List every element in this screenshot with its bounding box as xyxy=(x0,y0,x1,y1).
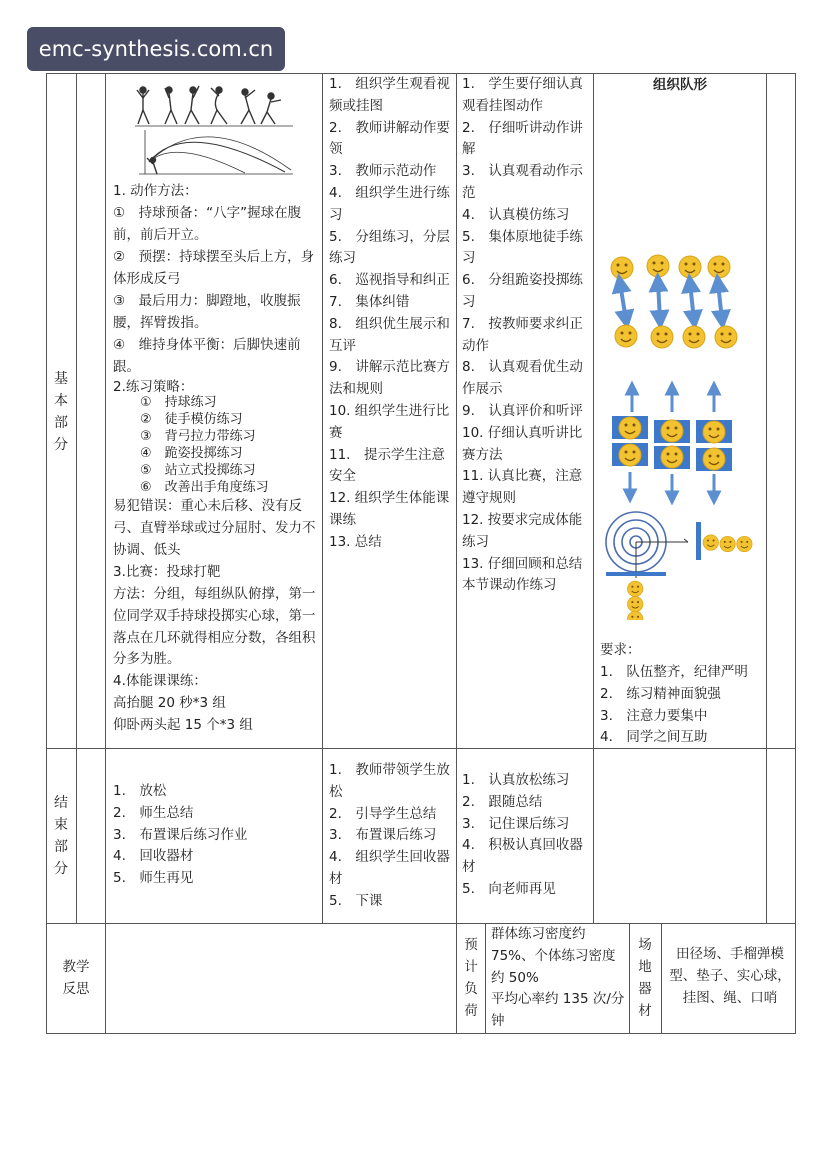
end-content-item: 4. 回收器材 xyxy=(113,848,194,865)
end-teacher-item: 3. 布置课后练习 xyxy=(329,827,437,844)
load-label: 预计负荷 xyxy=(464,937,478,1019)
requirement-item: 1. 队伍整齐，纪律严明 xyxy=(600,664,748,680)
end-teacher xyxy=(329,760,451,913)
end-student-item: 1. 认真放松练习 xyxy=(462,772,570,788)
smiley-icon xyxy=(628,611,643,620)
method-title: 1. 动作方法： xyxy=(113,183,198,199)
method-step-1: ① 持球预备：“八字”握球在腹前，前后开立。 xyxy=(113,205,302,243)
student-activity: 1. 学生要仔细认真观看挂图动作 xyxy=(462,76,583,114)
requirement-item: 2. 练习精神面貌强 xyxy=(600,685,721,702)
end-content-item: 5. 师生再见 xyxy=(113,870,194,887)
watermark: emc-synthesis.com.cn xyxy=(27,27,285,71)
game-title: 3.比赛：投球打靶 xyxy=(113,564,221,580)
strategy-item: ① 持球练习 xyxy=(140,395,217,410)
throwing-sequence-illustration xyxy=(135,78,295,178)
smiley-icon xyxy=(611,257,633,279)
load-text: 群体练习密度约 75%、个体练习密度约 50% 平均心率约 135 次/分钟 xyxy=(491,926,625,1030)
student-activity: 6. 分组跪姿投掷练习 xyxy=(462,272,583,310)
student-activity: 8. 认真观看优生动作展示 xyxy=(462,359,583,398)
teacher-activity: 10. 组织学生进行比赛 xyxy=(329,402,450,441)
end-section-label: 结束部分 xyxy=(54,795,68,877)
requirements-title: 要求： xyxy=(600,642,641,658)
fitness-title: 4.体能课课练： xyxy=(113,673,207,689)
formation-diagram xyxy=(596,250,764,620)
end-teacher-item: 5. 下课 xyxy=(329,892,383,909)
smiley-icon xyxy=(715,326,737,348)
teacher-activity: 9. 讲解示范比赛方法和规则 xyxy=(329,359,450,398)
box-formation xyxy=(612,416,732,471)
common-errors: 易犯错误：重心未后移、没有反弓、直臂举球或过分屈肘、发力不协调、低头 xyxy=(113,498,316,558)
double-arrow-icon xyxy=(718,283,722,320)
game-method: 方法：分组，每组纵队俯撑，第一位同学双手持球投掷实心球，第一落点在几环就得相应分数，各组积分多为胜。 xyxy=(113,586,316,668)
target-icon xyxy=(606,512,688,578)
end-teacher-item: 4. 组织学生回收器材 xyxy=(329,849,450,887)
equipment-label: 场地器材 xyxy=(638,937,652,1019)
strategy-item: ③ 背弓拉力带练习 xyxy=(140,429,256,444)
student-activity: 9. 认真评价和听评 xyxy=(462,402,583,419)
double-arrow-icon xyxy=(690,283,694,320)
student-activity: 10. 仔细认真听讲比赛方法 xyxy=(462,424,583,463)
smiley-icon xyxy=(615,325,637,347)
strategy-item: ⑥ 改善出手角度练习 xyxy=(140,480,269,495)
fitness-item-1: 高抬腿 20 秒*3 组 xyxy=(113,695,226,711)
smiley-icon xyxy=(737,536,752,551)
smiley-icon xyxy=(703,535,718,550)
strategy-item: ④ 跪姿投掷练习 xyxy=(140,446,243,461)
teacher-activity: 11. 提示学生注意安全 xyxy=(329,446,445,485)
requirement-item: 4. 同学之间互助 xyxy=(600,729,708,746)
strategy-item: ② 徒手模仿练习 xyxy=(140,412,243,427)
basic-section-label: 基本部分 xyxy=(54,371,68,453)
end-student-item: 4. 积极认真回收器材 xyxy=(462,837,583,876)
student-activity: 2. 仔细听讲动作讲解 xyxy=(462,119,583,158)
smiley-icon xyxy=(628,597,643,612)
student-activity: 11. 认真比赛，注意遵守规则 xyxy=(462,468,583,507)
smiley-icon xyxy=(679,256,701,278)
teacher-activity: 3. 教师示范动作 xyxy=(329,163,437,180)
smiley-icon xyxy=(720,536,735,551)
reflection-label: 教学反思 xyxy=(62,959,90,997)
smiley-icon xyxy=(647,255,669,277)
teacher-activity: 8. 组织优生展示和互评 xyxy=(329,315,450,354)
teacher-activity: 5. 分组练习，分层练习 xyxy=(329,228,450,267)
method-step-3: ③ 最后用力：脚蹬地，收腹振腰，挥臂拨指。 xyxy=(113,293,301,331)
requirement-item: 3. 注意力要集中 xyxy=(600,707,708,724)
student-activity: 13. 仔细回顾和总结本节课动作练习 xyxy=(462,555,583,594)
smiley-icon xyxy=(651,326,673,348)
end-content xyxy=(113,781,317,890)
teacher-activities xyxy=(329,74,451,554)
double-arrow-icon xyxy=(620,283,626,320)
teacher-activity: 2. 教师讲解动作要领 xyxy=(329,119,450,158)
smiley-icon xyxy=(683,326,705,348)
teacher-activity: 12. 组织学生体能课课练 xyxy=(329,490,450,528)
teacher-activity: 1. 组织学生观看视频或挂图 xyxy=(329,76,450,114)
end-student xyxy=(462,770,588,901)
strategy-item: ⑤ 站立式投掷练习 xyxy=(140,463,256,478)
end-content-item: 2. 师生总结 xyxy=(113,804,194,821)
method-step-2: ② 预摆：持球摆至头后上方，身体形成反弓 xyxy=(113,249,315,287)
strategy-title: 2.练习策略： xyxy=(113,379,194,395)
end-student-item: 2. 跟随总结 xyxy=(462,793,543,810)
throwing-line xyxy=(606,572,666,576)
student-activity: 7. 按教师要求纠正动作 xyxy=(462,315,583,354)
double-arrow-icon xyxy=(658,282,660,320)
end-content-item: 1. 放松 xyxy=(113,783,167,799)
fitness-item-2: 仰卧两头起 15 个*3 组 xyxy=(113,717,253,733)
student-activity: 3. 认真观看动作示范 xyxy=(462,163,583,201)
end-teacher-item: 1. 教师带领学生放松 xyxy=(329,762,450,800)
smiley-icon xyxy=(708,256,730,278)
end-student-item: 5. 向老师再见 xyxy=(462,880,556,897)
end-teacher-item: 2. 引导学生总结 xyxy=(329,805,437,822)
end-content-item: 3. 布置课后练习作业 xyxy=(113,826,248,843)
teacher-activity: 7. 集体纠错 xyxy=(329,293,410,310)
requirements-list xyxy=(600,662,764,749)
smiley-icon xyxy=(628,581,643,596)
teacher-activity: 4. 组织学生进行练习 xyxy=(329,184,450,223)
equipment-text: 田径场、手榴弹模型、垫子、实心球，挂图、绳、口哨 xyxy=(669,946,791,1006)
formation-title: 组织队形 xyxy=(653,77,707,93)
teacher-activity: 6. 巡视指导和纠正 xyxy=(329,272,450,289)
throwing-line xyxy=(696,522,701,560)
student-activity: 5. 集体原地徒手练习 xyxy=(462,228,583,267)
strategy-list xyxy=(140,394,320,496)
method-step-4: ④ 维持身体平衡：后脚快速前跟。 xyxy=(113,337,301,375)
student-activity: 4. 认真模仿练习 xyxy=(462,206,570,223)
student-activity: 12. 按要求完成体能练习 xyxy=(462,511,583,550)
teacher-activity: 13. 总结 xyxy=(329,533,382,550)
student-activities xyxy=(462,74,588,597)
end-student-item: 3. 记住课后练习 xyxy=(462,815,570,832)
